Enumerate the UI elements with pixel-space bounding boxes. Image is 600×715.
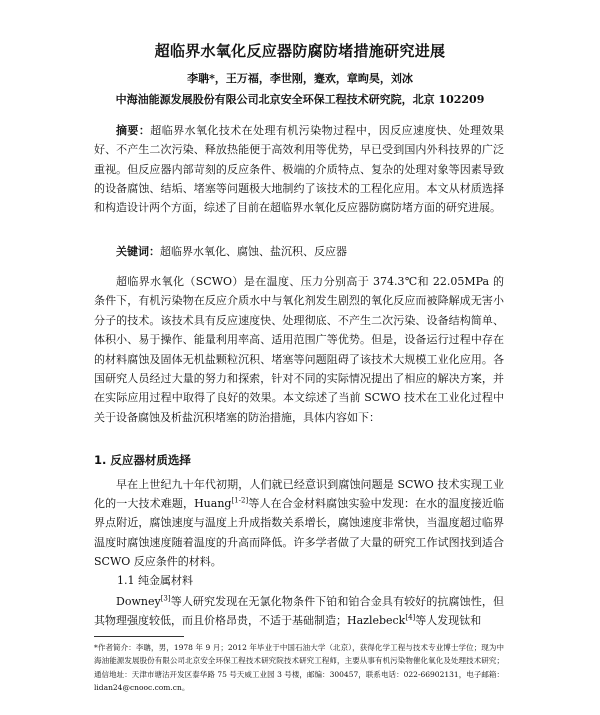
affiliation: 中海油能源发展股份有限公司北京安全环保工程技术研究院，北京 102209 <box>115 93 485 106</box>
intro-paragraph: 超临界水氧化（SCWO）是在温度、压力分别高于 374.3℃和 22.05MPa 的条件下，有机污染物在反应介质水中与氧化剂发生剧烈的氧化反应而被降解成无害小分子的技术。该技术具有反应速度快、处理彻底、不产生二次污染、设备结构简单、体积小、易于操作、能量利用率高、适用范围广等优势。但是，设备运行过程中存在的材料腐蚀及固体无机盐颗粒沉积、堵塞等问题阻碍了该技术大规模工业化应用。各国研究人员经过大量的努力和探索，针对不同的实际情况提出了相应的解决方案，并在实际应用过程中取得了良好的效果。本文综述了当前 SCWO 技术在工业化过程中关于设备腐蚀及析盐沉积堵塞的防治措施，具体内容如下： <box>94 275 504 424</box>
abstract-text: 超临界水氧化技术在处理有机污染物过程中，因反应速度快、处理效果好、不产生二次污染、释放热能便于高效利用等优势，早已受到国内外科技界的广泛重视。但反应器内部苛刻的反应条件、极端的介质特点、复杂的处理对象等因素导致的设备腐蚀、结垢、堵塞等问题极大地制约了该技术的工程化应用。本文从材质选择和构造设计两个方面，综述了目前在超临界水氧化反应器防腐防堵方面的研究进展。 <box>94 124 505 215</box>
footnote-divider <box>94 636 184 637</box>
paper-title: 超临界水氧化反应器防腐防堵措施研究进展 <box>154 42 446 60</box>
author-list: 李聃*，王万福，李世刚，蹇欢，章昫昊，刘冰 <box>187 72 413 85</box>
citation-ref: [3] <box>160 594 171 603</box>
citation-ref: [4] <box>405 613 416 622</box>
sub-text-c: 等人发现钛和 <box>415 614 482 628</box>
abstract-label: 摘要： <box>116 124 151 137</box>
sub-text-a: Downey <box>116 595 161 608</box>
keywords-text: 超临界水氧化、腐蚀、盐沉积、反应器 <box>160 245 347 258</box>
section1-text-b: 等人在合金材料腐蚀实验中发现：在水的温度接近临界点附近，腐蚀速度与温度上升成指数关系增长，腐蚀速度非常快，当温度超过临界温度时腐蚀速度随着温度的升高而降低。许多学者做了大量的研究工作试图找到适合 SCWO 反应条件的材料。 <box>94 497 504 568</box>
abstract <box>94 121 504 217</box>
section1-paragraph <box>94 475 504 571</box>
section-heading: 1. 反应器材质选择 <box>94 453 191 467</box>
section1-text-a: 早在上世纪九十年代初期，人们就已经意识到腐蚀问题是 SCWO 技术实现工业化的一大技术难题，Huang <box>94 478 504 511</box>
subsection-paragraph <box>94 592 504 631</box>
author-footnote: *作者简介：李聃，男，1978 年 9 月；2012 年毕业于中国石油大学（北京），获得化学工程与技术专业博士学位；现为中海油能源发展股份有限公司北京安全环保工程技术研究院技术研究工程师，主要从事有机污染物催化氧化及处理技术研究；通信地址：天津市塘沽开发区泰华路 75 号天威工业园 3 号楼，邮编：300457，联系电话：022-66902131，电子邮箱：lidan24@cnooc.com.cn。 <box>94 643 504 693</box>
sub-text-b: 等人研究发现在无氯化物条件下铂和铂合金具有较好的抗腐蚀性，但其物理强度较低，而且价格昂贵，不适于基础制造；Hazlebeck <box>94 595 504 628</box>
subsection-heading: 1.1 纯金属材料 <box>117 574 193 587</box>
keywords-label: 关键词： <box>116 245 160 258</box>
citation-ref: [1-2] <box>231 496 249 505</box>
keywords <box>116 243 504 259</box>
